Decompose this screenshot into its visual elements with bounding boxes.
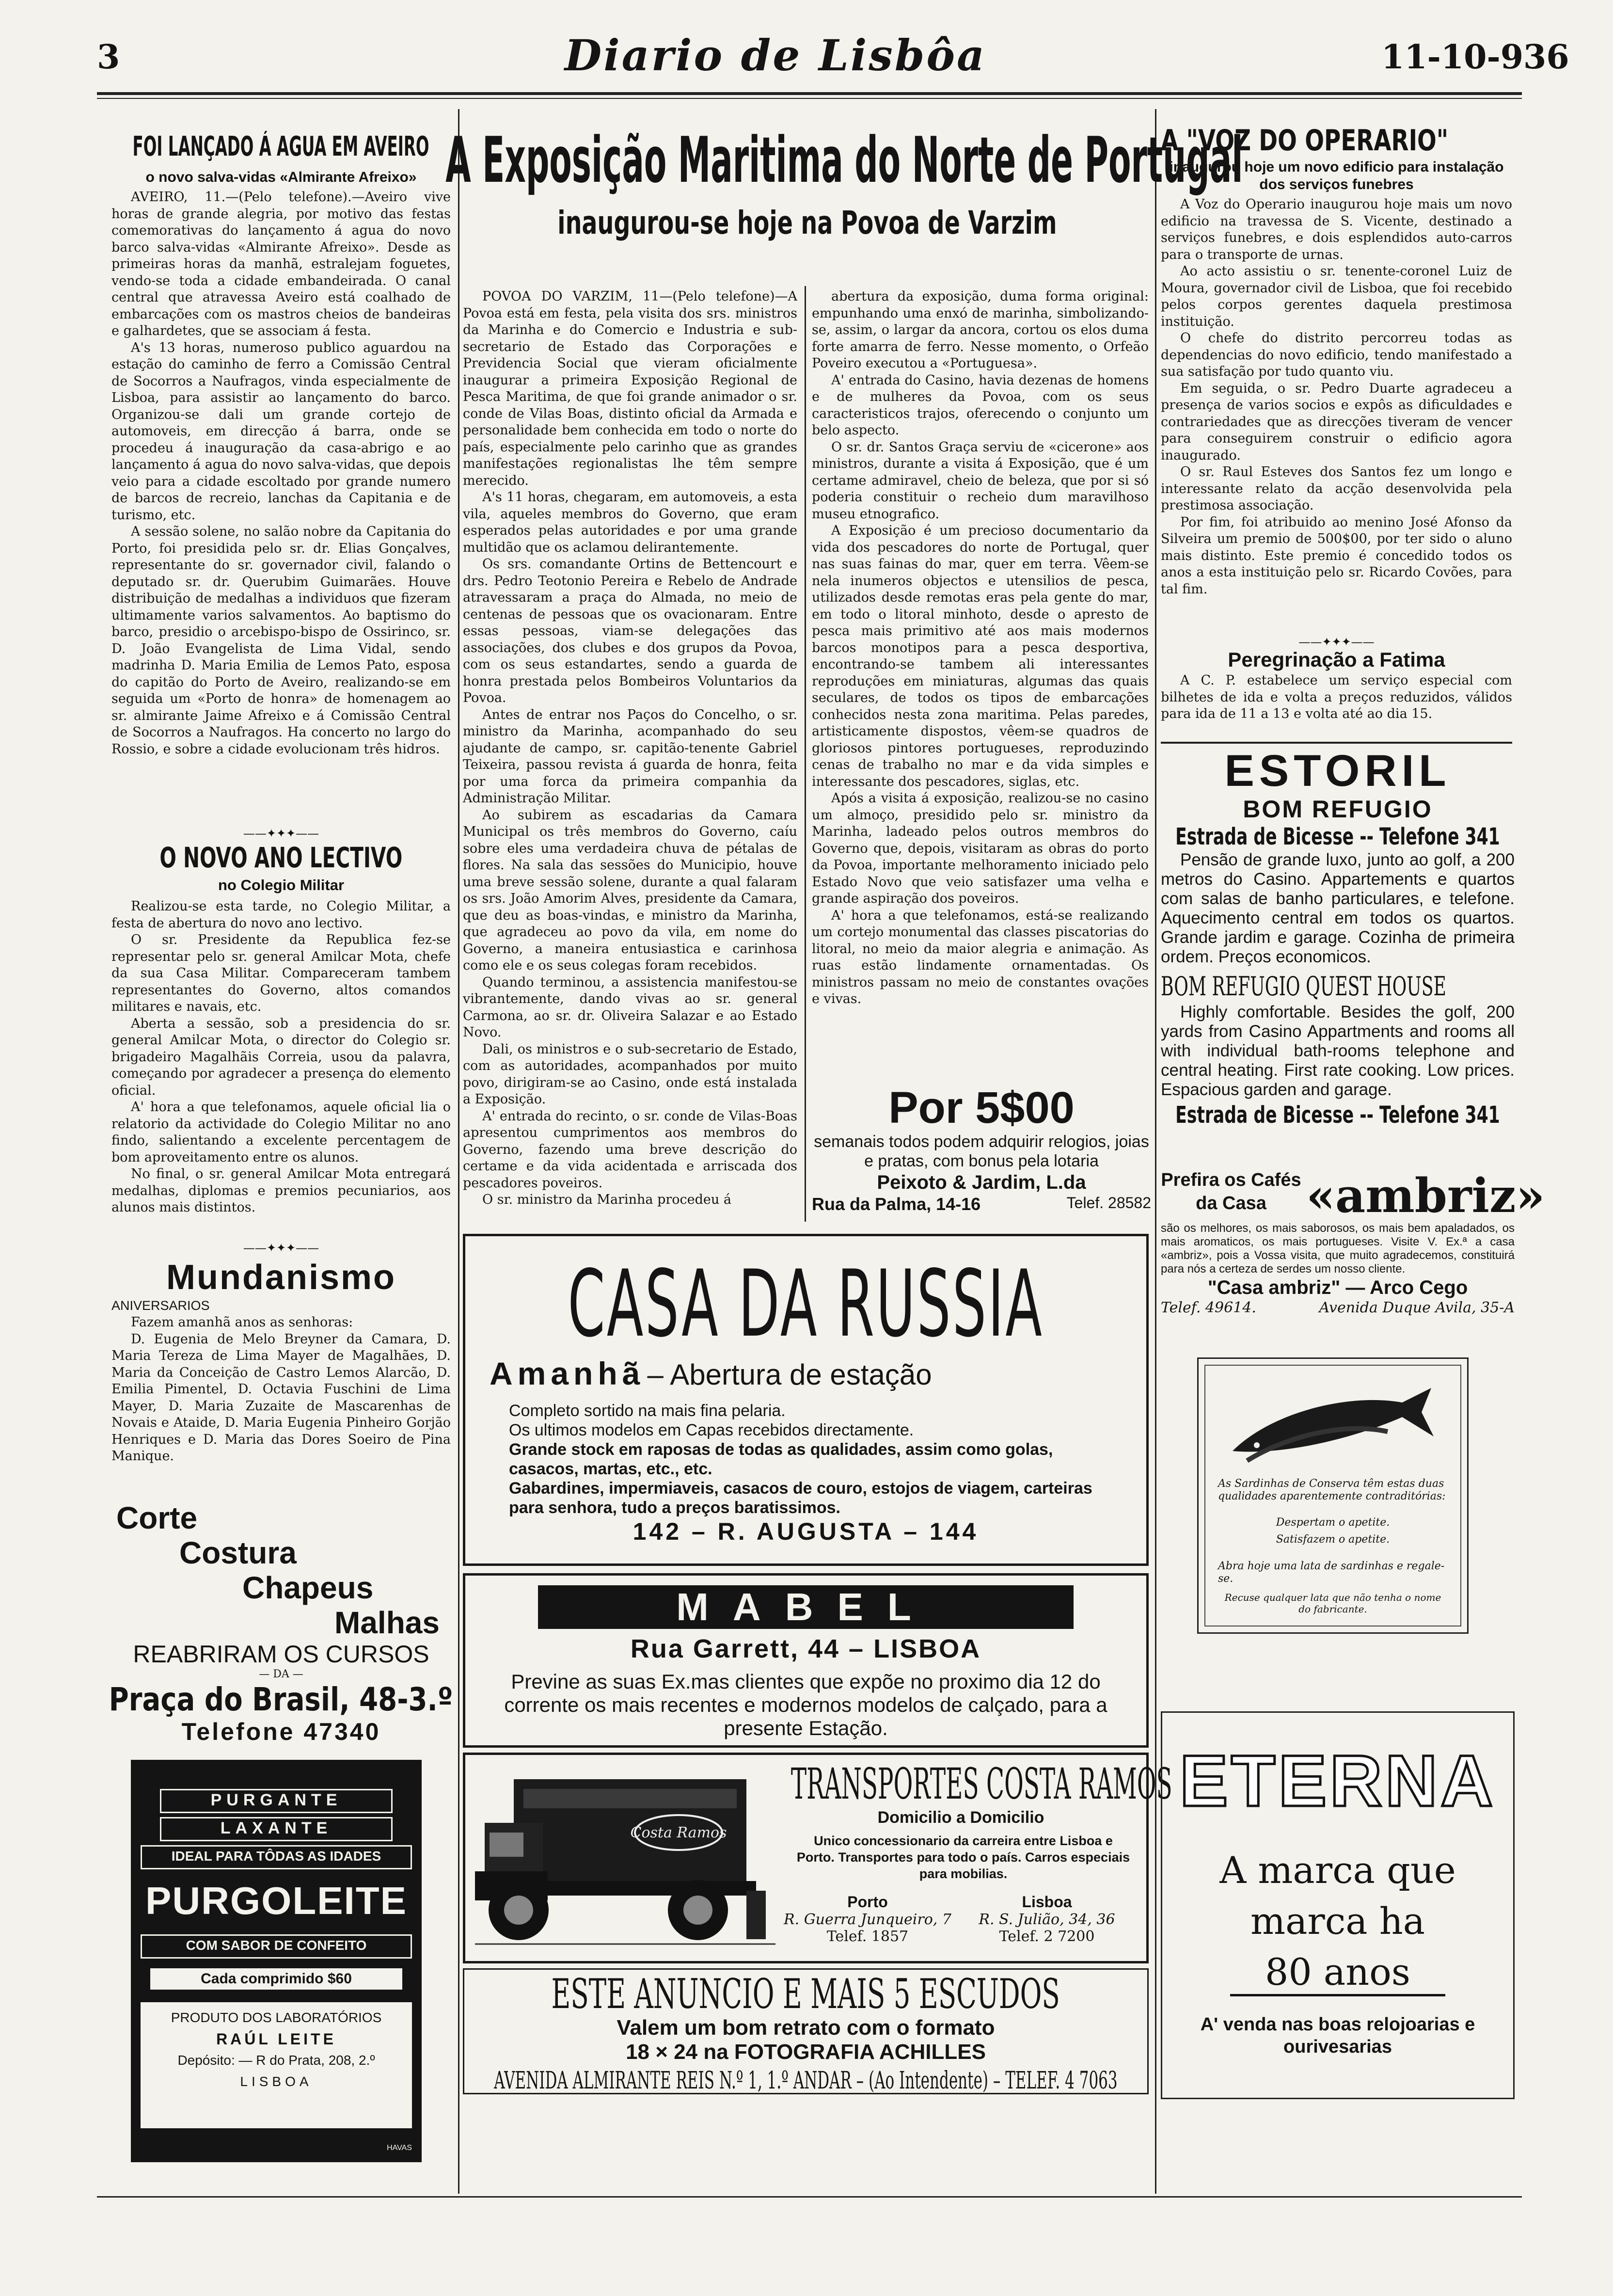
section-label: ANIVERSARIOS xyxy=(111,1298,210,1313)
ad-address: Rua Garrett, 44 – LISBOA xyxy=(630,1634,981,1663)
ad-title: ESTORIL xyxy=(1224,746,1451,796)
article-body: AVEIRO, 11.—(Pelo telefone).—Aveiro vive horas de grande alegria, por motivo das festas comemorativas do lançamento á agua do novo barco salva-vidas «Almirante Afreixo». Desde as primeiras horas da manhã, estralejam foguetes, vendo-se toda a cidade embandeirada. O canal central que atravessa Aveiro está coalhado de embarcações com os mastros cheios de bandeiras e galhardetes, que se associam á festa. A's 13 horas, numeroso publico aguardou na estação do caminho de ferro a Comissão Central de Socorros a Naufragos, vinda especialmente de Lisboa, para assistir ao lançamento do barco. Organizou-se dali um grande cortejo de automoveis, em direcção á barra, onde se procedeu á inauguração da casa-abrigo e ao lançamento á agua do novo salva-vidas, que depois veio para a cidade escoltado por grande numero de barcos de recreio, lanchas da Capitania e de turismo, etc. A sessão solene, no salão nobre da Capitania do Porto, foi presidida pelo sr. dr. Elias Gonçalves, representante do sr. governador civil, falando o deputado sr. dr. Querubim Guimarães. Houve distribuição de medalhas a individuos que fizeram ultimamente varios salvamentos. Ao baptismo do barco, presidio o arcebispo-bispo de Ossirinco, sr. D. João Evangelista de Lima Vidal, sendo madrinha D. Maria Emilia de Lemos Pato, esposa do capitão do Porto de Aveiro, realizando-se em seguida um «Porto de honra» de homenagem ao sr. almirante Jaime Afreixo e á Comissão Central de Socorros a Naufragos. Ha concerto no largo do Rossio, e sobre a cidade evolucionam três hidros. xyxy=(111,190,451,757)
mundanismo-section xyxy=(111,1258,451,1500)
ad-text: são os melhores, os mais saborosos, os mais bem apaladados, os mais aromaticos, os mais portugueses. Visite V. Ex.ª a casa «ambriz», pois a Vossa visita, que muito agradecemos, constituirá para nós a certeza de serdes um nosso cliente. xyxy=(1161,1222,1515,1276)
eterna-ad xyxy=(1161,1711,1515,2099)
ad-brand: ETERNA xyxy=(1179,1740,1496,1821)
ad-text: Pensão de grande luxo, junto ao golf, a 200 metros do Casino. Appartements e quartos com salas de banho particulares, e telefone. Aquecimento central em todos os quartos. Grande jardim e garage. Cozinha de primeira ordem. Preços economicos. xyxy=(1161,850,1515,966)
ad-line: marca ha xyxy=(1250,1899,1425,1943)
ad-agency: HAVAS xyxy=(387,2144,412,2152)
ad-address: R. S. Julião, 34, 36 xyxy=(979,1911,1115,1928)
subheadline: inaugurou-se hoje na Povoa de Varzim xyxy=(557,204,1057,241)
center-subhead-wrap xyxy=(465,204,1149,247)
header-rule-thin xyxy=(97,98,1522,99)
ad-phone: Telefone 47340 xyxy=(181,1718,381,1745)
ad-band: LAXANTE xyxy=(160,1817,393,1841)
ad-text: Previne as suas Ex.mas clientes que expõe no proximo dia 12 do corrente os mais recentes e modernos modelos de calçado, para a presente Estação. xyxy=(504,1670,1107,1739)
ad-line: 80 anos xyxy=(1230,1950,1445,1996)
article-fatima xyxy=(1161,647,1512,739)
article-voz-operario xyxy=(1161,124,1512,633)
ad-phone: Telef. 2 7200 xyxy=(999,1928,1095,1945)
ad-text: Completo sortido na mais fina pelaria. Os ultimos modelos em Capas recebidos directamente. Grande stock em raposas de todas as qualidades, assim como golas, casacos, martas, etc., etc. Gabardines, impermiaveis, casacos de couro, estojos de viagem, carteiras para senhora, tudo a preços baratissimos. xyxy=(509,1402,1092,1517)
headline: Peregrinação a Fatima xyxy=(1228,648,1445,671)
article-aveiro xyxy=(111,131,451,827)
ad-address: AVENIDA ALMIRANTE REIS N.º 1, 1.º ANDAR – (Ao Intendente) – TELEF. 4 7063 xyxy=(494,2066,1118,2094)
headline: A "VOZ DO OPERARIO" xyxy=(1161,124,1449,158)
article-body: A C. P. estabelece um serviço especial com bilhetes de ida e volta a preços reduzidos, válidos para ida de 11 a 13 e volta até ao dia 15. xyxy=(1161,673,1512,721)
ad-line: A marca que xyxy=(1219,1849,1456,1892)
ad-line: RAÚL LEITE xyxy=(216,2030,336,2048)
article-exposicao-right xyxy=(812,288,1149,1088)
ad-title: TRANSPORTES COSTA RAMOS xyxy=(791,1759,1172,1809)
ad-subtitle-bold: Amanhã xyxy=(490,1355,645,1391)
truck-label: Costa Ramos xyxy=(630,1824,727,1841)
subhead-rule xyxy=(805,126,806,286)
ad-text: Recuse qualquer lata que não tenha o nome do fabricante. xyxy=(1224,1592,1441,1615)
ad-line: — DA — xyxy=(259,1668,303,1680)
ad-prefer: Prefira os Cafés da Casa xyxy=(1161,1170,1301,1213)
ad-line: LISBOA xyxy=(240,2074,313,2089)
ad-line: Chapeus xyxy=(242,1570,374,1605)
article-body: Realizou-se esta tarde, no Colegio Militar, a festa de abertura do novo ano lectivo. O sr. Presidente da Republica fez-se representar pelo sr. general Amilcar Mota, chefe da sua Casa Militar. Compareceram tambem representantes do Governo, altos comandos militares e navais, etc. Aberta a sessão, sob a presidencia do sr. general Amilcar Mota, o director do Colegio sr. brigadeiro Magalhãis Correia, usou da palavra, começando por agradecer a presença do elemento oficial. A' hora a que telefonamos, aquele oficial lia o relatorio da actividade do Colegio Militar no ano findo, salientando a excelente percentagem de bom aproveitamento entre os alunos. No final, o sr. general Amilcar Mota entregará medalhas, diplomas e premios pecuniarios, aos alunos mais distintos. xyxy=(111,899,451,1215)
column-divider xyxy=(805,286,806,1222)
ad-line: Depósito: — R do Prata, 208, 2.º xyxy=(177,2053,375,2068)
page-number: 3 xyxy=(97,38,120,77)
ad-band: IDEAL PARA TÔDAS AS IDADES xyxy=(141,1845,412,1869)
ad-band: COM SABOR DE CONFEITO xyxy=(141,1934,412,1959)
ad-slogan: "Casa ambriz" — Arco Cego xyxy=(1207,1277,1468,1298)
center-headline-wrap xyxy=(445,123,1243,197)
ad-text: semanais todos podem adquirir relogios, joias e pratas, com bonus pela lotaria xyxy=(814,1132,1149,1170)
ad-firm: Peixoto & Jardim, L.da xyxy=(877,1172,1086,1193)
ad-text: Unico concessionario da carreira entre Lisboa e Porto. Transportes para todo o país. Carros especiais para mobilias. xyxy=(796,1834,1130,1881)
ambriz-ad xyxy=(1161,1168,1545,1348)
ad-text: Abra hoje uma lata de sardinhas e regale-se. xyxy=(1218,1560,1445,1585)
subheadline: no Colegio Militar xyxy=(218,877,345,893)
header-rule xyxy=(97,92,1522,95)
ad-text: Despertam o apetite. xyxy=(1276,1516,1390,1529)
ad-text: Highly comfortable. Besides the golf, 200 yards from Casino Appartments and rooms all with individual bath-rooms telephone and central heating. First rate cooking. Low prices. Espacious garden and garage. xyxy=(1161,1003,1515,1099)
ad-subtitle: Domicilio a Domicilio xyxy=(877,1808,1044,1827)
ad-text: As Sardinhas de Conserva têm estas duas qualidades aparentemente contraditórias: xyxy=(1218,1478,1446,1502)
ad-text: Satisfazem o apetite. xyxy=(1276,1533,1390,1546)
subheadline: o novo salva-vidas «Almirante Afreixo» xyxy=(145,169,417,185)
casa-russia-ad xyxy=(463,1234,1149,1566)
section-title: Mundanismo xyxy=(166,1258,396,1297)
ad-brand: «ambriz» xyxy=(1306,1168,1545,1223)
masthead-title: Diario de Lisbôa xyxy=(564,30,987,80)
section-body: Fazem amanhã anos as senhoras: D. Eugenia de Melo Breyner da Camara, D. Maria Tereza de Lima Mayer de Magalhães, D. Maria da Conceição de Castro Lemos Alarcão, D. Emilia Pimentel, D. Octavia Fuschini de Lima Mayer, D. Maria Zuzaite de Mascarenhas de Novais e Ataide, D. Maria Eugenia Pinheiro Gorjão Henriques e D. Maria das Dores Soeiro de Pina Manique. xyxy=(111,1315,451,1464)
ad-title: CASA DA RUSSIA xyxy=(568,1250,1044,1357)
ad-line: Valem um bom retrato com o formato xyxy=(617,2016,995,2040)
article-body: A Voz do Operario inaugurou hoje mais um novo edificio na travessa de S. Vicente, destinado a serviços funebres, e dois esplendidos auto-carros para o transporte de urnas. Ao acto assistiu o sr. tenente-coronel Luiz de Moura, governador civil de Lisboa, que foi recebido pelos corpos gerentes daquela prestimosa instituição. O chefe do distrito percorreu todas as dependencias do novo edificio, tendo manifestado a sua satisfação por tudo quanto viu. Em seguida, o sr. Pedro Duarte agradeceu a presença de varios socios e expôs as dificuldades e contrariedades que as direcções tiveram de vencer para conseguirem construir o edificio agora inaugurado. O sr. Raul Esteves dos Santos fez um longo e interessante relato da acção desenvolvida pela prestimosa associação. Por fim, foi atribuido ao menino José Afonso da Silveira um premio de 500$00, por ter sido o aluno mais distinto. Este premio é concedido todos os anos a esta instituição pelo sr. Ricardo Covões, para tal fim. xyxy=(1161,197,1512,597)
footer-rule xyxy=(97,2196,1522,2198)
subheadline: inaugurou hoje um novo edificio para instalação dos serviços funebres xyxy=(1169,159,1504,192)
ad-title: Por 5$00 xyxy=(888,1083,1075,1132)
headline: FOI LANÇADO Á AGUA EM AVEIRO xyxy=(133,131,429,162)
article-body: abertura da exposição, duma forma original: empunhando uma enxó de marinha, simbolizando-se, assim, o largar da ancora, cortou os elos duma forte amarra de ferro. Nesse momento, o Orfeão Poveiro executou a «Portuguesa». A' entrada do Casino, havia dezenas de homens e de mulheres da Povoa, com os seus caracteristicos trajos, oferecendo o conjunto um belo aspecto. O sr. dr. Santos Graça serviu de «cicerone» aos ministros, durante a visita á Exposição, que é um certame admiravel, cheio de beleza, que por si só poderia constituir o recheio dum maravilhoso museu etnografico. A Exposição é um precioso documentario da vida dos pescadores do norte de Portugal, quer nas suas fainas do mar, quer em terra. Vêem-se nela inumeros objectos e utensilios de pesca, utilizados desde remotas eras pela gente do mar, em todo o litoral minhoto, desde o apresto de pesca mais primitivo até aos mais modernos barcos monotipos para a pesca desportiva, encontrando-se tambem ali interessantes reproduções em miniaturas, algumas das quais seculares, de todos os tipos de embarcações conhecidos nesta zona maritima. Pelas paredes, artisticamente dispostos, vêem-se quadros de gloriosos pintores portugueses, reproduzindo cenas de trabalho no mar e da vida simples e interessante dos pescadores, siglas, etc. Após a visita á exposição, realizou-se no casino um almoço, presidido pelo sr. ministro da Marinha, ladeado pelos outros membros do Governo que, depois, visitaram as obras do porto da Povoa, importante melhoramento iniciado pelo Estado Novo que veio satisfazer uma velha e grande aspiração dos poveiros. A' hora a que telefonamos, está-se realizando um cortejo monumental das classes piscatorias do litoral, no meio da maior alegria e animação. As ruas estão lindamente ornamentadas. Os ministros passam no meio de constantes ovações e vivas. xyxy=(812,289,1149,1006)
ad-line: PRODUTO DOS LABORATÓRIOS xyxy=(171,2010,382,2025)
ad-line: REABRIRAM OS CURSOS xyxy=(133,1641,429,1668)
truck-illustration xyxy=(475,1765,775,1956)
ad-title: ESTE ANUNCIO E MAIS 5 ESCUDOS xyxy=(551,1970,1060,2018)
ad-city: Lisboa xyxy=(1022,1893,1072,1911)
headline: A Exposição Maritima do Norte de Portugal xyxy=(445,123,1243,197)
column-divider xyxy=(458,109,459,2194)
ad-road: Estrada de Bicesse -- Telefone 341 xyxy=(1175,1101,1500,1129)
estoril-ad xyxy=(1161,747,1515,1168)
ad-band: PURGANTE xyxy=(160,1789,393,1813)
ad-city: Porto xyxy=(847,1893,888,1911)
ad-phone: Telef. 28582 xyxy=(1066,1194,1151,1212)
ad-price: Cada comprimido $60 xyxy=(150,1968,402,1990)
ad-subtitle: BOM REFUGIO xyxy=(1243,796,1433,823)
ad-line: Corte xyxy=(116,1500,198,1535)
headline: O NOVO ANO LECTIVO xyxy=(159,841,403,874)
ad-title-band xyxy=(538,1585,1074,1629)
ornament-divider: ——✦✦✦—— xyxy=(1298,635,1375,649)
ad-address: Avenida Duque Avila, 35-A xyxy=(1319,1299,1515,1316)
article-exposicao-left xyxy=(463,288,797,1224)
ad-title: MABEL xyxy=(676,1585,935,1628)
ad-en-title: BOM REFUGIO QUEST HOUSE xyxy=(1161,971,1446,1002)
ad-line: A' venda nas boas relojoarias e ourivesarias xyxy=(1200,2014,1475,2057)
purgoleite-ad xyxy=(131,1760,422,2162)
section-rule xyxy=(1161,742,1512,744)
article-body: POVOA DO VARZIM, 11—(Pelo telefone)—A Povoa está em festa, pela visita dos srs. ministros da Marinha e do Comercio e Industria e sub-secretario de Estado das Corporações e Previdencia Social que vieram oficialmente inaugurar a primeira Exposição Regional de Pesca Maritima, de que foi grande animador o sr. conde de Vilas Boas, distinto oficial da Armada e personalidade bem conhecida em todo o norte do país, especialmente pelo carinho que as grandes manifestações regionalistas lhe têm sempre merecido. A's 11 horas, chegaram, em automoveis, a esta vila, aqueles membros do Governo, que eram esperados pelas autoridades e por uma grande multidão que os aclamou delirantemente. Os srs. comandante Ortins de Bettencourt e drs. Pedro Teotonio Pereira e Rebelo de Andrade atravessaram a praça do Almada, no meio de centenas de pessoas que os ovacionaram. Entre essas pessoas, viam-se delegações das associações, dos clubes e dos grupos da Povoa, com os seus estandartes, sendo a guarda de honra prestada pelos Bombeiros Voluntarios da Povoa. Antes de entrar nos Paços do Concelho, o sr. ministro da Marinha, acompanhado do seu ajudante de campo, sr. capitão-tenente Gabriel Teixeira, passou revista á guarda de honra, feita por uma forca da primeira companhia da Administração Militar. Ao subirem as escadarias da Camara Municipal os três membros do Governo, caíu sobre eles uma verdadeira chuva de pétalas de flores. Na sala das sessões do Municipio, houve uma breve sessão solene, durante a qual falaram os srs. João Amorim Alves, presidente da Camara, que deu as boas-vindas, e ministro da Marinha, que agradeceu ao povo da vila, em nome do Governo, a maneira entusiastica e carinhosa como ele e os seus colegas foram recebidos. Quando terminou, a assistencia manifestou-se vibrantemente, dando vivas ao sr. general Carmona, ao sr. dr. Oliveira Salazar e ao Estado Novo. Dali, os ministros e o sub-secretario de Estado, com as autoridades, acompanhados por muito povo, dirigiram-se ao Casino, onde está instalada a Exposição. A' entrada do recinto, o sr. conde de Vilas-Boas apresentou cumprimentos aos membros do Governo, fazendo uma breve descrição do certame e da vida acidentada e arriscada dos pescadores poveiros. O sr. ministro da Marinha procedeu á xyxy=(463,289,797,1207)
ad-address: 142 – R. AUGUSTA – 144 xyxy=(633,1518,979,1545)
mabel-ad xyxy=(463,1573,1149,1748)
fish-icon xyxy=(1228,1383,1436,1470)
issue-date: 11-10-936 xyxy=(1381,38,1569,77)
ad-phone: Telef. 49614. xyxy=(1161,1299,1256,1316)
sardinha-ad xyxy=(1197,1357,1469,1634)
ad-street: Rua da Palma, 14-16 xyxy=(812,1194,981,1214)
ad-line: Malhas xyxy=(334,1605,440,1640)
ad-phone: Telef. 1857 xyxy=(826,1928,909,1945)
ornament-divider: ——✦✦✦—— xyxy=(243,1241,319,1255)
article-ano-lectivo xyxy=(111,841,451,1239)
ad-subtitle: – Abertura de estação xyxy=(647,1358,932,1391)
ad-address: Praça do Brasil, 48-3.º xyxy=(109,1681,453,1718)
ad-line: Costura xyxy=(179,1535,297,1570)
transportes-ad xyxy=(463,1753,1172,1963)
column-divider xyxy=(1155,109,1156,2194)
ad-lab-box xyxy=(141,2002,412,2128)
ornament-divider: ——✦✦✦—— xyxy=(243,827,319,840)
corte-ad xyxy=(111,1500,451,1753)
por-5-ad xyxy=(812,1084,1151,1224)
achilles-ad xyxy=(463,1968,1149,2094)
ad-brand: PURGOLEITE xyxy=(145,1879,408,1922)
ad-address: R. Guerra Junqueiro, 7 xyxy=(784,1911,951,1928)
ad-line: 18 × 24 na FOTOGRAFIA ACHILLES xyxy=(626,2040,986,2064)
ad-road: Estrada de Bicesse -- Telefone 341 xyxy=(1175,823,1500,850)
